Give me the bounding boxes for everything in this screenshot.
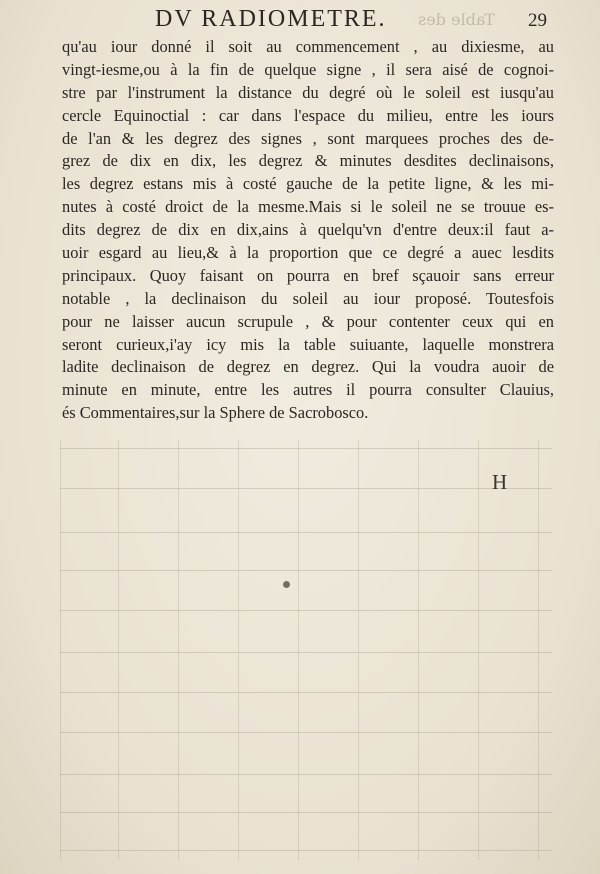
ghost-grid-line (478, 440, 479, 860)
text-line: és Commentaires,sur la Sphere de Sacrobosco. (62, 403, 369, 423)
text-line: cercle Equinoctial : car dans l'espace du milieu, entre les iours (62, 105, 554, 125)
running-head: DV RADIOMETRE. (155, 6, 387, 32)
signature-mark: H (492, 470, 508, 494)
show-through-text: Table des (418, 10, 495, 29)
ghost-grid-line (358, 440, 359, 860)
text-line: minute en minute, entre les autres il pourra consulter Clauius, (62, 380, 554, 400)
ghost-grid-line (418, 440, 419, 860)
page-number: 29 (528, 10, 547, 31)
text-line: seront curieux,i'ay icy mis la table suiuante, laquelle monstrera (62, 334, 554, 354)
text-line: stre par l'instrument la distance du degré où le soleil est iusqu'au (62, 82, 554, 102)
ghost-grid-line (238, 440, 239, 860)
text-line: principaux. Quoy faisant on pourra en bref sçauoir sans erreur (62, 265, 554, 285)
text-line: dits degrez de dix en dix,ains à quelqu'vn d'entre deux:il faut a- (62, 220, 554, 240)
text-line: grez de dix en dix, les degrez & minutes desdites declinaisons, (62, 151, 554, 171)
text-line: notable , la declinaison du soleil au iour proposé. Toutesfois (62, 288, 554, 308)
page-header (0, 6, 600, 36)
text-line: les degrez estans mis à costé gauche de la petite ligne, & les mi- (62, 174, 554, 194)
text-line: nutes à costé droict de la mesme.Mais si le soleil ne se trouue es- (62, 197, 554, 217)
ghost-grid-line (118, 440, 119, 860)
text-line: ladite declinaison de degrez en degrez. Qui la voudra auoir de (62, 357, 554, 377)
text-line: de l'an & les degrez des signes , sont marquees proches des de- (62, 128, 554, 148)
text-line: uoir esgard au lieu,& à la proportion que ce degré a auec lesdits (62, 243, 554, 263)
text-line: qu'au iour donné il soit au commencement , au dixiesme, au (62, 37, 554, 56)
ghost-grid-line (538, 440, 539, 860)
ghost-grid-line (178, 440, 179, 860)
show-through-table (60, 440, 552, 860)
body-paragraph (62, 36, 554, 425)
text-line: pour ne laisser aucun scrupule , & pour contenter ceux qui en (62, 311, 554, 331)
ghost-grid-line (298, 440, 299, 860)
text-line: vingt-iesme,ou à la fin de quelque signe , il sera aisé de cognoi- (62, 59, 554, 79)
ghost-grid-line (60, 440, 61, 860)
ink-spot (283, 581, 290, 588)
